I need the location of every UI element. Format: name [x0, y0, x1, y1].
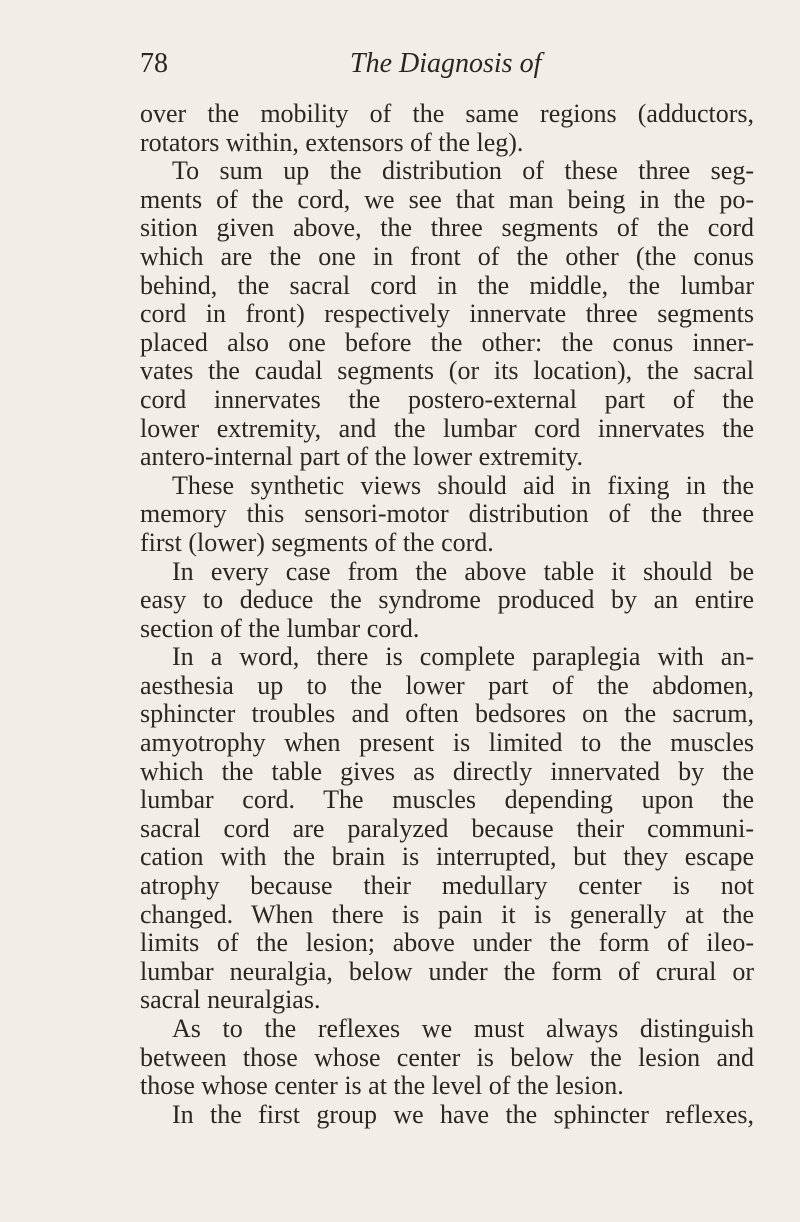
text-line: memory this sensori-motor distribution of the three	[140, 499, 754, 529]
text-line: first (lower) segments of the cord.	[140, 527, 494, 557]
body-text	[140, 100, 754, 1129]
text-line: sphincter troubles and often bedsores on the sacrum,	[140, 699, 754, 729]
text-line: easy to deduce the syndrome produced by an entire	[140, 585, 754, 615]
text-line: atrophy because their medullary center is not	[140, 871, 754, 901]
text-line: between those whose center is below the lesion and	[140, 1042, 754, 1072]
text-line: antero-internal part of the lower extremity.	[140, 442, 584, 472]
text-line: In a word, there is complete paraplegia with an-	[172, 642, 754, 672]
text-line: lumbar neuralgia, below under the form of crural or	[140, 956, 754, 986]
text-line: placed also one before the other: the conus inner-	[140, 327, 754, 357]
text-line: over the mobility of the same regions (adductors,	[140, 99, 754, 128]
text-line: those whose center is at the level of the lesion.	[140, 1071, 624, 1101]
text-line: changed. When there is pain it is generally at the	[140, 899, 754, 929]
text-line: lower extremity, and the lumbar cord innervates the	[140, 413, 754, 443]
text-line: ments of the cord, we see that man being in the po-	[140, 184, 754, 214]
text-line: cation with the brain is interrupted, but they escape	[140, 842, 754, 872]
text-line: These synthetic views should aid in fixing in the	[172, 470, 754, 500]
text-line: sacral cord are paralyzed because their communi-	[140, 813, 754, 843]
text-line: lumbar cord. The muscles depending upon the	[140, 785, 754, 815]
text-line: aesthesia up to the lower part of the abdomen,	[140, 670, 754, 700]
text-line: section of the lumbar cord.	[140, 613, 420, 643]
text-line: sition given above, the three segments of the cord	[140, 213, 754, 243]
text-line: behind, the sacral cord in the middle, the lumbar	[140, 270, 754, 300]
text-line: which are the one in front of the other (the conus	[140, 241, 754, 271]
text-line: amyotrophy when present is limited to the muscles	[140, 728, 754, 758]
text-line: limits of the lesion; above under the form of ileo-	[140, 928, 754, 958]
text-line: sacral neuralgias.	[140, 985, 321, 1015]
running-title: The Diagnosis of	[350, 48, 542, 79]
text-line: vates the caudal segments (or its location), the sacral	[140, 356, 754, 386]
text-line: To sum up the distribution of these three seg-	[172, 156, 754, 186]
text-line: rotators within, extensors of the leg).	[140, 127, 524, 157]
text-line: In the first group we have the sphincter reflexes,	[172, 1099, 754, 1129]
running-head	[140, 44, 760, 84]
text-line: cord in front) respectively innervate three segments	[140, 299, 754, 329]
text-line: cord innervates the postero-external part of the	[140, 384, 754, 414]
text-line: which the table gives as directly innervated by the	[140, 756, 754, 786]
page-number: 78	[140, 48, 168, 79]
text-line: As to the reflexes we must always distinguish	[172, 1014, 754, 1043]
text-line: In every case from the above table it should be	[172, 556, 754, 586]
